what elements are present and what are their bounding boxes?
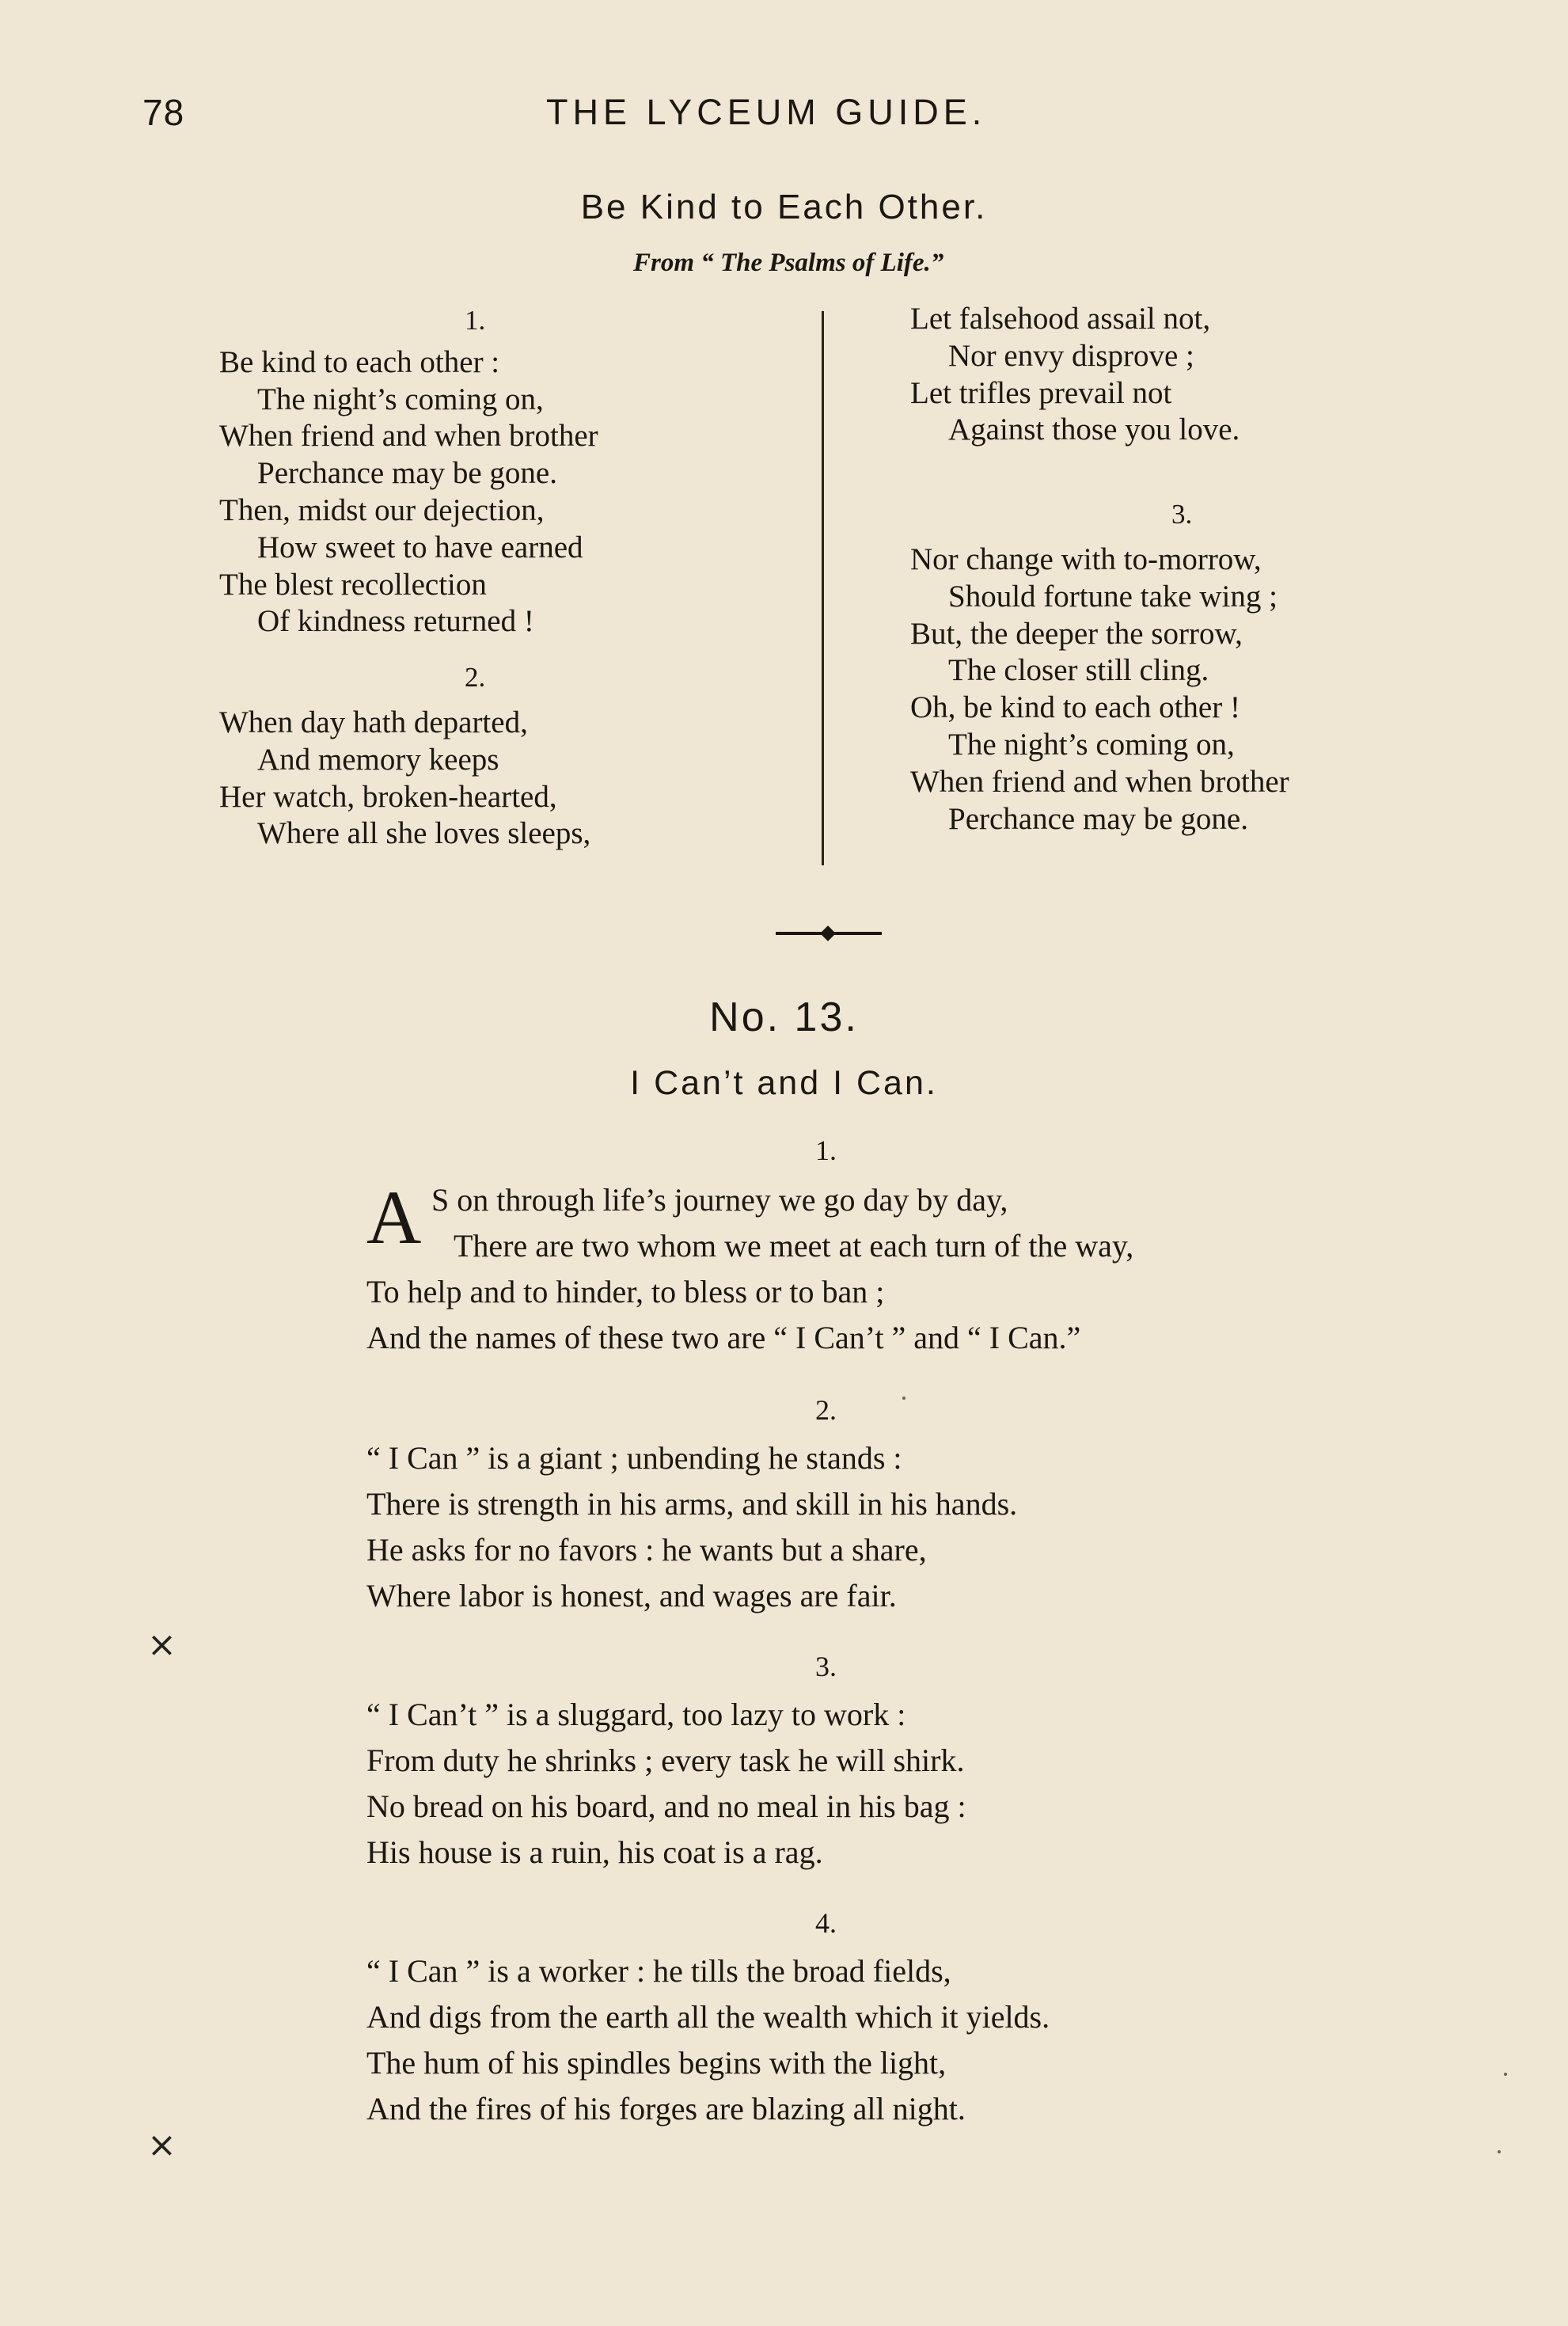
paper-speck [1498, 2150, 1501, 2153]
verse-line: Be kind to each other : [219, 344, 500, 379]
verse-line: “ I Can’t ” is a sluggard, too lazy to work : [366, 1697, 906, 1732]
verse-line: Perchance may be gone. [257, 456, 557, 491]
verse-line: There is strength in his arms, and skill in his hands. [366, 1486, 1018, 1522]
drop-cap: A [366, 1175, 422, 1260]
verse-line: Should fortune take wing ; [948, 579, 1278, 614]
verse-line: His house is a ruin, his coat is a rag. [366, 1834, 823, 1870]
column-divider-rule [822, 311, 824, 865]
margin-x-mark: × [147, 2125, 177, 2165]
verse-line: When friend and when brother [219, 419, 598, 454]
divider-bar-right [833, 932, 882, 935]
verse-line: S on through life’s journey we go day by day, [431, 1182, 1008, 1218]
poem1-left-column [219, 302, 598, 853]
verse-line: And the fires of his forges are blazing all night. [366, 2091, 966, 2126]
divider-bar-left [776, 932, 825, 935]
verse-line: And the names of these two are “ I Can’t ” and “ I Can.” [366, 1320, 1081, 1355]
verse-line: Nor envy disprove ; [948, 338, 1194, 373]
verse-line: Let trifles prevail not [910, 375, 1172, 410]
verse-line: And digs from the earth all the wealth which it yields. [366, 1999, 1050, 2035]
verse-line: The closer still cling. [948, 653, 1209, 688]
poem-source-line: From “ The Psalms of Life.” [633, 249, 944, 277]
verse-line: Where all she loves sleeps, [257, 816, 591, 851]
paper-speck [1504, 2073, 1507, 2076]
verse-line: Of kindness returned ! [257, 604, 534, 639]
stanza-number: 3. [815, 1651, 837, 1682]
verse-line: Then, midst our dejection, [219, 492, 545, 527]
verse-line: Her watch, broken-hearted, [219, 779, 557, 814]
stanza-number: 4. [815, 1907, 837, 1939]
verse-line: “ I Can ” is a worker : he tills the broad fields, [366, 1953, 951, 1989]
verse-line: Nor change with to-morrow, [910, 542, 1262, 576]
stanza-number: 2. [815, 1394, 837, 1426]
verse-line: How sweet to have earned [257, 530, 583, 564]
verse-line: But, the deeper the sorrow, [910, 616, 1243, 651]
paper-speck [902, 1397, 905, 1400]
stanza-number: 1. [815, 1134, 837, 1166]
poem-title-i-cant: I Can’t and I Can. [630, 1064, 938, 1102]
verse-line: Where labor is honest, and wages are fair. [366, 1578, 897, 1613]
verse-line: There are two whom we meet at each turn of the way, [454, 1228, 1134, 1264]
verse-line: From duty he shrinks ; every task he will shirk. [366, 1743, 965, 1778]
verse-line: When friend and when brother [910, 764, 1289, 799]
verse-line: The hum of his spindles begins with the light, [366, 2045, 947, 2081]
verse-line: No bread on his board, and no meal in his bag : [366, 1788, 966, 1824]
verse-line: The night’s coming on, [257, 382, 544, 416]
margin-x-mark: × [147, 1625, 177, 1665]
verse-line: And memory keeps [257, 742, 499, 777]
poem1-right-column [910, 301, 1289, 838]
stanza-number: 3. [1171, 499, 1193, 530]
page-number: 78 [142, 92, 185, 133]
verse-line: Oh, be kind to each other ! [910, 690, 1240, 725]
stanza-number: 2. [465, 662, 486, 694]
verse-line: The blest recollection [219, 567, 487, 602]
poem-title-be-kind: Be Kind to Each Other. [580, 188, 988, 226]
verse-line: Let falsehood assail not, [910, 302, 1211, 336]
verse-line: Against those you love. [948, 412, 1240, 447]
poem-number-heading: No. 13. [709, 994, 859, 1040]
verse-line: To help and to hinder, to bless or to ban ; [366, 1274, 885, 1309]
verse-line: Perchance may be gone. [948, 801, 1248, 836]
running-title: THE LYCEUM GUIDE. [546, 92, 987, 132]
verse-line: When day hath departed, [219, 705, 528, 739]
verse-line: He asks for no favors : he wants but a share, [366, 1532, 927, 1568]
verse-line: The night’s coming on, [948, 727, 1235, 762]
stanza-number: 1. [465, 305, 486, 336]
verse-line: “ I Can ” is a giant ; unbending he stands : [366, 1440, 902, 1476]
ornamental-divider [776, 925, 882, 942]
